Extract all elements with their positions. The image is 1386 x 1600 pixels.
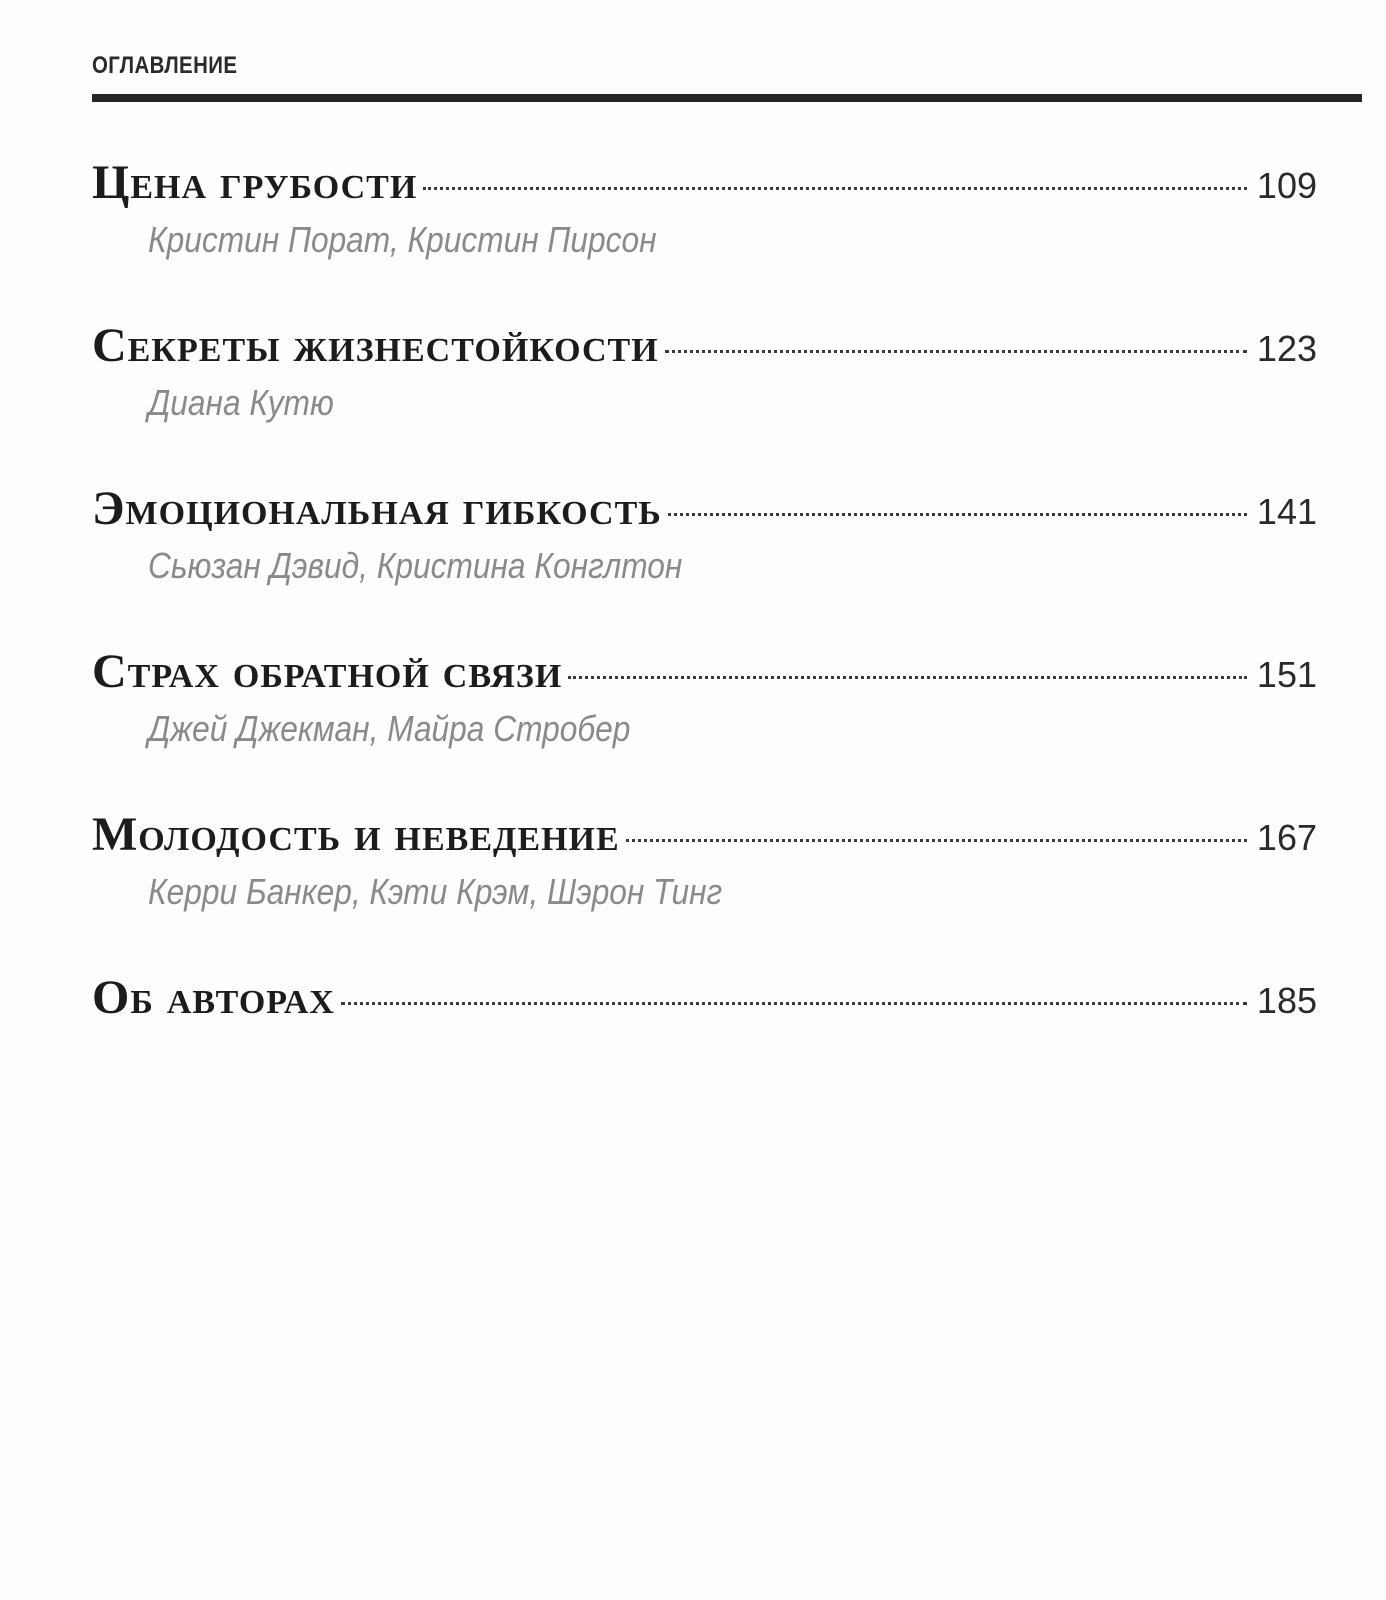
- toc-entry-page: 151: [1256, 654, 1317, 695]
- toc-entry-authors: Диана Кутю: [148, 382, 334, 423]
- toc-entry-page: 185: [1256, 980, 1317, 1021]
- toc-entry-page: 167: [1256, 817, 1317, 858]
- dot-leader: [341, 1002, 1247, 1005]
- toc-entry-authors: Керри Банкер, Кэти Крэм, Шэрон Тинг: [148, 871, 723, 912]
- dot-leader: [568, 676, 1247, 679]
- toc-entry-title: Молодость и неведение: [92, 808, 620, 861]
- toc-entry-page: 123: [1256, 328, 1317, 369]
- table-of-contents: [92, 155, 1317, 1133]
- toc-entry-line: [92, 970, 1317, 1030]
- toc-entry-authors: Джей Джекман, Майра Стробер: [148, 708, 631, 749]
- toc-entry-page: 109: [1256, 165, 1317, 206]
- toc-entry-line: [92, 644, 1317, 704]
- toc-entry-title: Цена грубости: [92, 156, 418, 209]
- dot-leader: [668, 513, 1247, 516]
- toc-entry-authors: Кристин Порат, Кристин Пирсон: [148, 219, 657, 260]
- toc-entry-title: Страх обратной связи: [92, 645, 563, 698]
- dot-leader: [665, 350, 1247, 353]
- toc-entry[interactable]: [92, 481, 1317, 644]
- section-label: ОГЛАВЛЕНИЕ: [92, 52, 238, 79]
- header-rule: [92, 94, 1362, 102]
- toc-entry-line: [92, 807, 1317, 867]
- dot-leader: [626, 839, 1247, 842]
- toc-entry[interactable]: [92, 970, 1317, 1133]
- toc-entry-title: Об авторах: [92, 971, 335, 1024]
- toc-entry-line: [92, 318, 1317, 378]
- toc-entry[interactable]: [92, 807, 1317, 970]
- dot-leader: [423, 187, 1247, 190]
- toc-entry[interactable]: [92, 155, 1317, 318]
- toc-entry-authors: Сьюзан Дэвид, Кристина Конглтон: [148, 545, 683, 586]
- toc-entry[interactable]: [92, 644, 1317, 807]
- toc-entry-line: [92, 155, 1317, 215]
- toc-entry-title: Секреты жизнестойкости: [92, 319, 659, 372]
- page-header: [92, 52, 1362, 80]
- toc-entry-title: Эмоциональная гибкость: [92, 482, 662, 535]
- toc-entry-line: [92, 481, 1317, 541]
- toc-entry[interactable]: [92, 318, 1317, 481]
- toc-entry-page: 141: [1256, 491, 1317, 532]
